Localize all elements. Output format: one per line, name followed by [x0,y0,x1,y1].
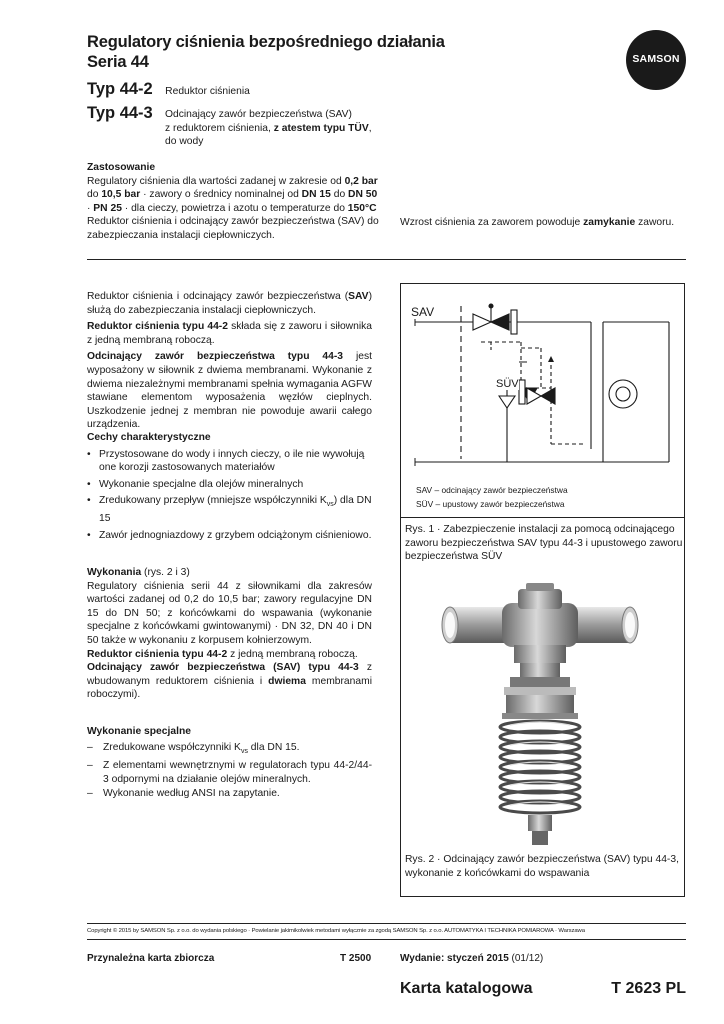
adjuster-nut [528,815,552,845]
typ-44-3-desc-line1: Odcinający zawór bezpieczeństwa (SAV) [165,109,352,120]
wykonania-heading: Wykonania [87,567,142,578]
doc-number: T 2623 PL [611,980,686,997]
caption-text: · Zabezpieczenie instalacji za pomocą odcinającego zaworu bezpieczeństwa SAV typu 44-3 i upustowego zaworu bezpieczeństwa SÜV [405,524,683,563]
note-bold: zamykanie [583,217,636,228]
z-text: · [87,202,94,214]
footer-divider-bottom [87,939,686,940]
caption-label: Rys. 1 [405,524,435,535]
intro-text: jest wyposażony w siłownik z dwiema membranami. Wykonanie z dwiema niezależnymi membranami spełnia wymagania AGFW stawiane elementom wyposażenia węzłów cieplnych. Uszkodzenie jednej z membran nie powoduje awarii całego urządzenia. [87,351,372,431]
typ-44-3-label: Typ 44-3 [87,104,153,122]
list-item-text: Zredukowany przepływ (mniejsze współczynniki K [99,495,327,507]
comma: , [368,122,372,134]
specjalne-heading: Wykonanie specjalne [87,726,191,737]
valve-body [502,583,578,677]
list-item [87,741,372,759]
figure1-legend [416,483,568,511]
wykonania-text: z wbudowanym reduktorem ciśnienia i [87,662,372,687]
header-divider [87,259,686,260]
z-text: Regulatory ciśnienia dla wartości zadanej w zakresie od [87,175,345,187]
wykonania-section [87,566,372,702]
sav-valve-icon [473,304,517,334]
typ-44-2-label: Typ 44-2 [87,80,153,98]
list-item: – Wykonanie według ANSI na zapytanie. [87,787,372,801]
valve-illustration [440,583,640,851]
list-item: • Przystosowane do wody i innych cieczy, o ile nie wywołują one korozji zastosowanych materiałów [87,448,372,475]
wykonania-text: membranami roboczymi). [87,675,372,701]
page-title [87,32,445,72]
samson-logo [626,30,686,90]
z-text: do [87,189,102,201]
z-bold: DN 50 [348,189,378,201]
intro-bold: SAV [348,291,369,302]
list-item [87,494,372,525]
wykonania-ref: (rys. 2 i 3) [141,567,190,578]
installation-schematic [401,284,684,479]
copyright-text: Copyright © 2015 by SAMSON Sp. z o.o. do wydania polskiego · Powielanie jakimikolwiek metodami wyłącznie za zgodą SAMSON Sp. z o.o. AUTOMATYKA I TECHNIKA POMIAROWA · Warszawa [87,928,585,934]
wydanie-label: Wydanie: styczeń 2015 [400,953,509,964]
list-item: • Wykonanie specjalne dla olejów mineralnych [87,478,372,492]
z-text: · zawory o średnicy nominalnej od [140,189,302,201]
note-text: Wzrost ciśnienia za zaworem powoduje [400,217,584,228]
wykonania-bold: dwiema [268,675,306,687]
logo-text: SAMSON [632,53,680,65]
specjalne-section [87,725,372,802]
spring-coil [500,721,580,813]
karta-zbiorcza-label: Przynależna karta zbiorcza [87,953,215,964]
tuv-attest: z atestem typu TÜV [273,122,369,134]
zastosowanie-section [87,161,387,243]
note-text: zaworu. [635,217,675,228]
kvs-subscript: vs [240,747,248,755]
weld-pipe-right [572,607,638,643]
z-text: do [330,189,349,201]
kvs-subscript: vs [326,501,334,509]
list-item: • Zawór jednogniazdowy z grzybem odciążonym ciśnieniowo. [87,529,372,543]
typ-44-2-row [87,80,250,100]
pressure-rise-note [400,216,674,230]
actuator-housing [502,677,578,719]
intro-text: ) służą do zabezpieczania instalacji ciepłowniczych. [87,291,372,316]
karta-zbiorcza-number: T 2500 [340,953,372,964]
z-bold: 0,2 bar [344,175,378,187]
typ-44-3-desc-line3: do wody [165,136,204,148]
z-bold: DN 15 [301,189,331,201]
title-line-2: Seria 44 [87,53,149,71]
z-text: · dla cieczy, powietrza i azotu o temperaturze do [121,202,348,214]
typ-44-3-desc [165,108,395,149]
z-bold: 150°C [347,202,377,214]
z-bold: PN 25 [93,202,122,214]
wykonania-text: z jedną membraną roboczą. [227,648,358,660]
wykonania-bold: Odcinający zawór bezpieczeństwa (SAV) typu 44-3 [87,662,359,674]
wydanie [400,953,543,964]
wykonania-p1: Regulatory ciśnienia serii 44 z siłownikami dla zakresów wartości zadanej od 0,2 do 10,5 bar; zawory regulacyjne DN 15 do DN 50; z końcówkami do wspawania (wykonanie specjalne z końcówkami gwintowanymi) · DN 32, DN 40 i DN 50 także w wykonaniu z korpusem kołnierzowym. [87,580,372,646]
intro-bold: Reduktor ciśnienia typu 44-2 [87,321,228,333]
z-bold: 10,5 bar [101,189,141,201]
wykonania-bold: Reduktor ciśnienia typu 44-2 [87,648,228,660]
intro-text: Reduktor ciśnienia i odcinający zawór bezpieczeństwa ( [87,291,349,302]
cechy-heading: Cechy charakterystyczne [87,432,211,443]
legend-sav: SAV – odcinający zawór bezpieczeństwa [416,485,568,495]
doc-type: Karta katalogowa [400,980,533,997]
footer-divider-top [87,923,686,924]
zastosowanie-heading: Zastosowanie [87,162,156,173]
intro-section [87,290,372,432]
figure1-caption [405,523,683,564]
z-line5: zabezpieczania instalacji ciepłowniczych. [87,229,275,241]
list-item-text: ) dla DN 15 [99,495,372,525]
legend-suv: SÜV – upustowy zawór bezpieczeństwa [416,499,565,509]
weld-pipe-left [442,607,508,643]
z-line4: Reduktor ciśnienia i odcinający zawór bezpieczeństwa (SAV) do [87,216,379,228]
figure-divider [401,517,684,518]
list-item-text: Zredukowane współczynniki K [103,741,241,753]
cechy-section [87,431,372,545]
wydanie-number: (01/12) [508,953,544,964]
pump-icon [609,380,637,408]
intro-text: składa się z zaworu i siłownika z jedną membraną roboczą. [87,321,372,346]
intro-bold: Odcinający zawór bezpieczeństwa typu 44-3 [87,351,344,363]
typ-44-2-desc: Reduktor ciśnienia [165,86,250,97]
list-item-text: dla DN 15. [247,741,300,753]
figure2-caption: Rys. 2 · Odcinający zawór bezpieczeństwa (SAV) typu 44-3, wykonanie z końcówkami do wspawania [405,854,679,879]
title-line-1: Regulatory ciśnienia bezpośredniego działania [87,33,445,51]
suv-label: SÜV [496,378,519,390]
typ-44-3-desc-line2: z reduktorem ciśnienia, [165,122,274,134]
sav-label: SAV [411,305,435,319]
list-item: – Z elementami wewnętrznymi w regulatorach typu 44-2/44-3 odpornymi na działanie olejów mineralnych. [87,759,372,786]
